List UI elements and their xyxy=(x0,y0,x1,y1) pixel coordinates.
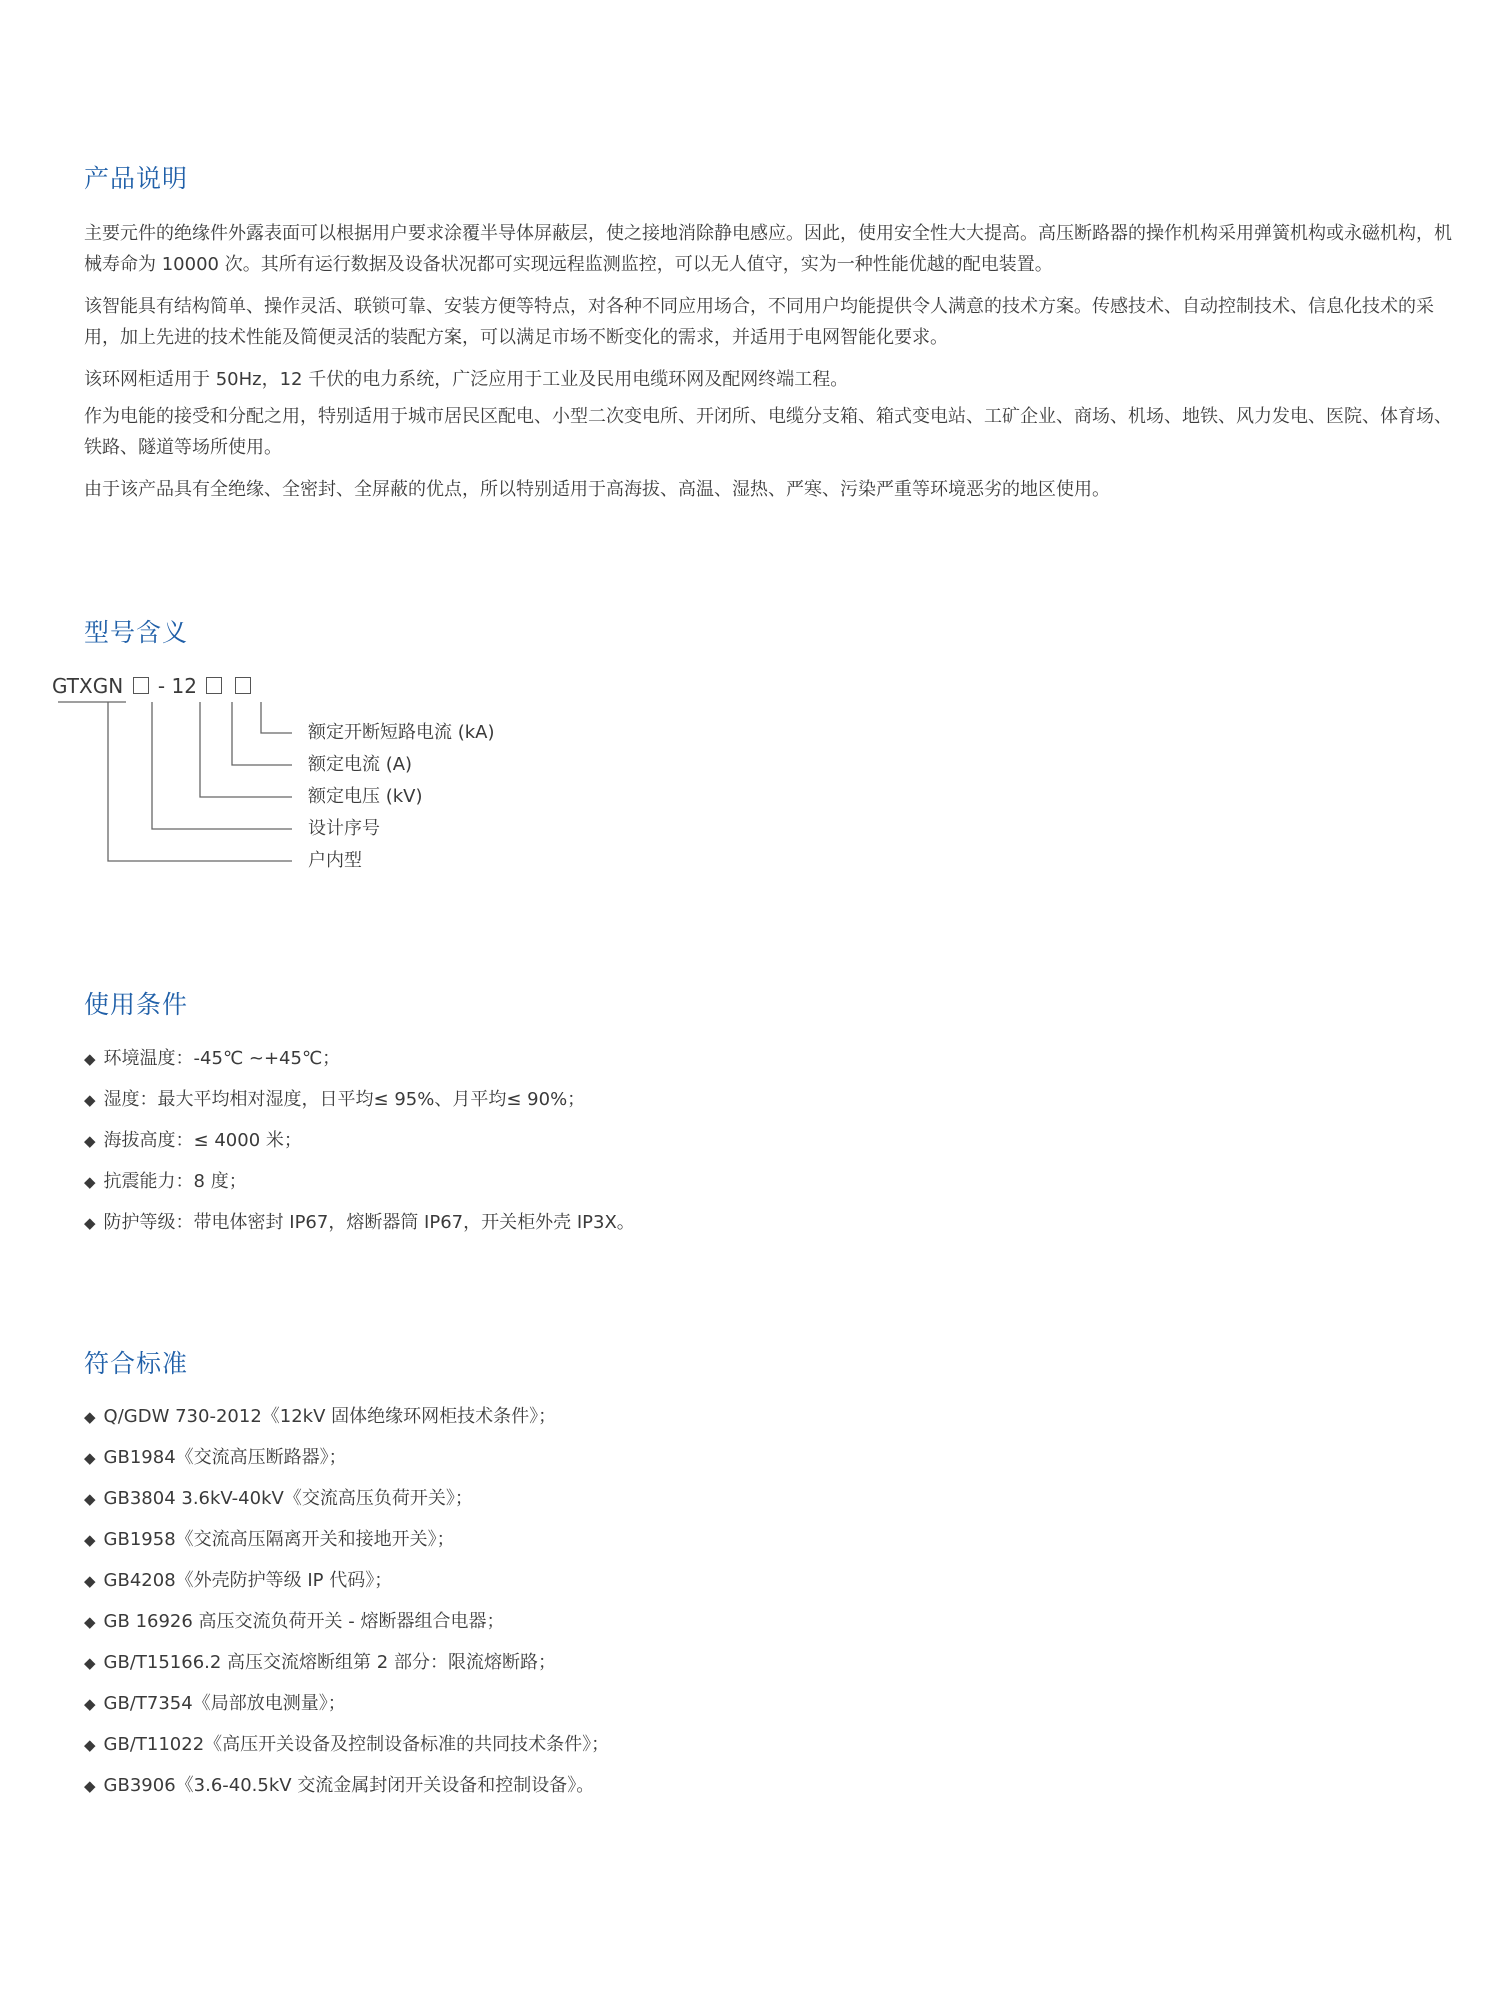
diamond-bullet-icon: ◆ xyxy=(84,1695,96,1713)
section-title-description: 产品说明 xyxy=(84,164,189,193)
diamond-bullet-icon: ◆ xyxy=(84,1132,96,1150)
description-paragraph: 该智能具有结构简单、操作灵活、联锁可靠、安装方便等特点，对各种不同应用场合，不同用户均能提供令人满意的技术方案。传感技术、自动控制技术、信息化技术的采用，加上先进的技术性能及简便灵活的装配方案，可以满足市场不断变化的需求，并适用于电网智能化要求。 xyxy=(84,296,1434,348)
diamond-bullet-icon: ◆ xyxy=(84,1777,96,1795)
model-label-rated-current: 额定电流 (A) xyxy=(308,754,413,775)
list-item: ◆ GB1958《交流高压隔离开关和接地开关》； xyxy=(84,1529,455,1550)
section-title-conditions: 使用条件 xyxy=(84,990,189,1019)
description-paragraph: 主要元件的绝缘件外露表面可以根据用户要求涂覆半导体屏蔽层，使之接地消除静电感应。因此，使用安全性大大提高。高压断路器的操作机构采用弹簧机构或永磁机构，机械寿命为 10000 次。其所有运行数据及设备状况都可实现远程监测监控，可以无人值守，实为一种性能优越的配电装置。 xyxy=(84,223,1452,275)
standards-list xyxy=(84,1396,609,1806)
model-code-prefix: GTXGN xyxy=(52,674,124,698)
list-item: ◆ 环境温度：-45℃ ~+45℃； xyxy=(84,1048,341,1069)
diamond-bullet-icon: ◆ xyxy=(84,1736,96,1754)
list-item: ◆ GB 16926 高压交流负荷开关 - 熔断器组合电器； xyxy=(84,1611,505,1632)
description-paragraph: 该环网柜适用于 50Hz，12 千伏的电力系统，广泛应用于工业及民用电缆环网及配网终端工程。 xyxy=(84,369,849,390)
description-paragraph: 由于该产品具有全绝缘、全密封、全屏蔽的优点，所以特别适用于高海拔、高温、湿热、严寒、污染严重等环境恶劣的地区使用。 xyxy=(84,479,1110,500)
connector-line xyxy=(261,702,292,733)
list-item: ◆ GB3906《3.6-40.5kV 交流金属封闭开关设备和控制设备》。 xyxy=(84,1775,595,1796)
list-item: ◆ 湿度：最大平均相对湿度，日平均≤ 95%、月平均≤ 90%； xyxy=(84,1089,586,1110)
model-code-voltage: - 12 xyxy=(157,674,197,698)
diamond-bullet-icon: ◆ xyxy=(84,1531,96,1549)
diamond-bullet-icon: ◆ xyxy=(84,1173,96,1191)
diamond-bullet-icon: ◆ xyxy=(84,1214,96,1232)
diamond-bullet-icon: ◆ xyxy=(84,1408,96,1426)
model-label-rated-voltage: 额定电压 (kV) xyxy=(308,786,423,807)
list-item: ◆ GB4208《外壳防护等级 IP 代码》； xyxy=(84,1570,393,1591)
list-item: ◆ 抗震能力：8 度； xyxy=(84,1171,247,1192)
diamond-bullet-icon: ◆ xyxy=(84,1050,96,1068)
list-item: ◆ 防护等级：带电体密封 IP67，熔断器筒 IP67，开关柜外壳 IP3X。 xyxy=(84,1212,635,1233)
model-label-breaking-current: 额定开断短路电流 (kA) xyxy=(308,722,495,743)
model-label-indoor-type: 户内型 xyxy=(308,850,362,871)
model-label-design-number: 设计序号 xyxy=(308,818,380,839)
list-item: ◆ GB/T15166.2 高压交流熔断组第 2 部分：限流熔断路； xyxy=(84,1652,556,1673)
description-paragraph: 作为电能的接受和分配之用，特别适用于城市居民区配电、小型二次变电所、开闭所、电缆分支箱、箱式变电站、工矿企业、商场、机场、地铁、风力发电、医院、体育场、铁路、隧道等场所使用。 xyxy=(84,406,1452,458)
conditions-list xyxy=(84,1038,635,1243)
list-item: ◆ GB3804 3.6kV-40kV《交流高压负荷开关》； xyxy=(84,1488,473,1509)
diamond-bullet-icon: ◆ xyxy=(84,1572,96,1590)
diamond-bullet-icon: ◆ xyxy=(84,1613,96,1631)
list-item: ◆ Q/GDW 730-2012《12kV 固体绝缘环网柜技术条件》； xyxy=(84,1406,557,1427)
model-diagram-lines xyxy=(0,690,320,880)
diamond-bullet-icon: ◆ xyxy=(84,1490,96,1508)
diamond-bullet-icon: ◆ xyxy=(84,1654,96,1672)
list-item: ◆ GB/T7354《局部放电测量》； xyxy=(84,1693,346,1714)
diamond-bullet-icon: ◆ xyxy=(84,1449,96,1467)
list-item: ◆ 海拔高度：≤ 4000 米； xyxy=(84,1130,302,1151)
list-item: ◆ GB/T11022《高压开关设备及控制设备标准的共同技术条件》； xyxy=(84,1734,610,1755)
diamond-bullet-icon: ◆ xyxy=(84,1091,96,1109)
connector-line xyxy=(200,702,292,797)
list-item: ◆ GB1984《交流高压断路器》； xyxy=(84,1447,347,1468)
section-title-model: 型号含义 xyxy=(84,618,189,647)
section-title-standards: 符合标准 xyxy=(84,1349,189,1378)
